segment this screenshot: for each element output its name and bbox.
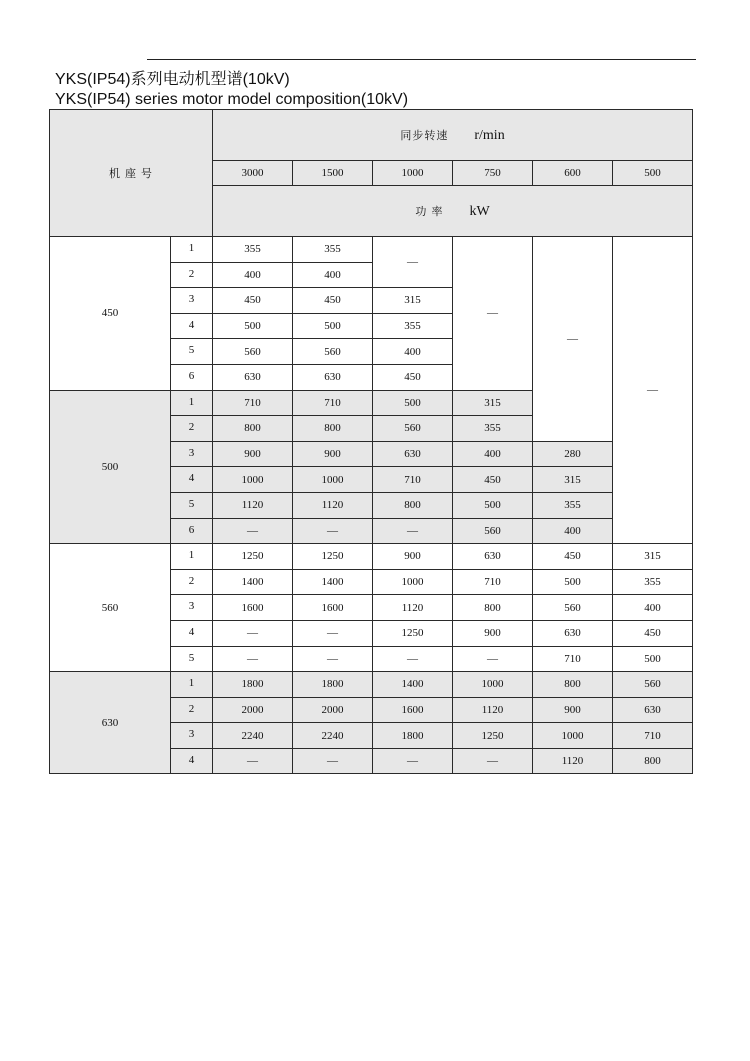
row-index: 5	[171, 646, 213, 672]
row-index: 1	[171, 390, 213, 416]
power-cell: 1000	[453, 672, 533, 698]
row-index: 4	[171, 620, 213, 646]
frame-630: 630	[50, 672, 171, 774]
row-index: 2	[171, 697, 213, 723]
power-cell: 1120	[453, 697, 533, 723]
power-cell: —	[213, 518, 293, 544]
power-cell: 315	[453, 390, 533, 416]
power-cell: 560	[213, 339, 293, 365]
power-cell: 1000	[213, 467, 293, 493]
power-cell: —	[373, 748, 453, 774]
power-cell: 1250	[293, 544, 373, 570]
power-cell: —	[533, 237, 613, 442]
power-cell: 450	[533, 544, 613, 570]
row-index: 3	[171, 723, 213, 749]
power-cell: 2240	[213, 723, 293, 749]
power-cell: —	[213, 748, 293, 774]
row-index: 5	[171, 339, 213, 365]
power-cell: 400	[533, 518, 613, 544]
row-index: 6	[171, 364, 213, 390]
row-index: 4	[171, 313, 213, 339]
speed-header-600: 600	[533, 161, 613, 186]
row-index: 3	[171, 441, 213, 467]
power-cell: 800	[453, 595, 533, 621]
title-english: YKS(IP54) series motor model composition(10kV)	[55, 91, 409, 108]
power-cell: 355	[613, 569, 693, 595]
power-cell: 1600	[293, 595, 373, 621]
sync-speed-unit: r/min	[474, 127, 505, 143]
power-cell: —	[613, 237, 693, 544]
power-cell: 1120	[533, 748, 613, 774]
power-cell: 315	[373, 288, 453, 314]
power-cell: 500	[213, 313, 293, 339]
row-index: 3	[171, 288, 213, 314]
power-cell: 450	[373, 364, 453, 390]
power-cell: 400	[453, 441, 533, 467]
power-cell: 315	[613, 544, 693, 570]
power-cell: —	[453, 748, 533, 774]
power-cell: 1400	[293, 569, 373, 595]
power-cell: 710	[373, 467, 453, 493]
power-cell: 450	[613, 620, 693, 646]
power-cell: 710	[453, 569, 533, 595]
row-index: 1	[171, 237, 213, 263]
power-cell: —	[453, 237, 533, 391]
frame-number-header: 机 座 号	[50, 110, 213, 237]
power-cell: 630	[373, 441, 453, 467]
power-cell: 1800	[373, 723, 453, 749]
speed-header-1000: 1000	[373, 161, 453, 186]
power-cell: 500	[613, 646, 693, 672]
power-cell: 355	[293, 237, 373, 263]
power-cell: 900	[453, 620, 533, 646]
power-cell: 900	[533, 697, 613, 723]
power-cell: 355	[213, 237, 293, 263]
power-cell: —	[373, 518, 453, 544]
power-cell: 630	[533, 620, 613, 646]
power-cell: 1400	[213, 569, 293, 595]
power-header	[213, 186, 693, 237]
power-cell: 630	[213, 364, 293, 390]
power-cell: 1400	[373, 672, 453, 698]
power-cell: 900	[213, 441, 293, 467]
power-cell: 500	[293, 313, 373, 339]
power-cell: 560	[373, 416, 453, 442]
power-cell: 400	[613, 595, 693, 621]
power-cell: 400	[213, 262, 293, 288]
power-cell: 355	[533, 492, 613, 518]
frame-560: 560	[50, 544, 171, 672]
power-cell: 900	[373, 544, 453, 570]
frame-500: 500	[50, 390, 171, 544]
power-cell: 450	[453, 467, 533, 493]
power-cell: 1250	[213, 544, 293, 570]
power-cell: 2240	[293, 723, 373, 749]
speed-header-1500: 1500	[293, 161, 373, 186]
row-index: 6	[171, 518, 213, 544]
power-cell: —	[453, 646, 533, 672]
power-cell: 1250	[373, 620, 453, 646]
power-cell: 355	[373, 313, 453, 339]
power-cell: 630	[293, 364, 373, 390]
power-cell: —	[293, 646, 373, 672]
title-chinese: YKS(IP54)系列电动机型谱(10kV)	[55, 71, 290, 88]
power-cell: 280	[533, 441, 613, 467]
row-index: 2	[171, 569, 213, 595]
power-cell: 500	[533, 569, 613, 595]
power-cell: 500	[453, 492, 533, 518]
power-cell: 400	[373, 339, 453, 365]
row-index: 5	[171, 492, 213, 518]
power-cell: 2000	[293, 697, 373, 723]
power-unit: kW	[469, 203, 490, 219]
sync-speed-label: 同步转速	[400, 129, 449, 142]
power-cell: 2000	[213, 697, 293, 723]
power-cell: 1120	[373, 595, 453, 621]
row-index: 2	[171, 416, 213, 442]
power-cell: 800	[213, 416, 293, 442]
row-index: 4	[171, 467, 213, 493]
power-cell: 1000	[373, 569, 453, 595]
power-cell: 1000	[533, 723, 613, 749]
power-cell: 1800	[213, 672, 293, 698]
power-cell: 710	[533, 646, 613, 672]
power-cell: 1800	[293, 672, 373, 698]
top-rule	[147, 59, 696, 60]
power-cell: 450	[213, 288, 293, 314]
speed-header-750: 750	[453, 161, 533, 186]
power-label: 功 率	[415, 205, 444, 218]
power-cell: 315	[533, 467, 613, 493]
sync-speed-header	[213, 110, 693, 161]
frame-450: 450	[50, 237, 171, 391]
power-cell: 400	[293, 262, 373, 288]
power-cell: 710	[293, 390, 373, 416]
power-cell: 1250	[453, 723, 533, 749]
motor-model-table	[49, 109, 693, 774]
row-index: 3	[171, 595, 213, 621]
power-cell: 1120	[213, 492, 293, 518]
power-cell: 560	[613, 672, 693, 698]
power-cell: 900	[293, 441, 373, 467]
power-cell: 800	[293, 416, 373, 442]
power-cell: 800	[533, 672, 613, 698]
power-cell: 560	[293, 339, 373, 365]
power-cell: 1600	[373, 697, 453, 723]
power-cell: —	[293, 518, 373, 544]
power-cell: 560	[533, 595, 613, 621]
power-cell: 1000	[293, 467, 373, 493]
power-cell: 630	[453, 544, 533, 570]
power-cell: 800	[373, 492, 453, 518]
power-cell: 355	[453, 416, 533, 442]
power-cell: 560	[453, 518, 533, 544]
row-index: 1	[171, 544, 213, 570]
power-cell: —	[373, 237, 453, 288]
row-index: 1	[171, 672, 213, 698]
row-index: 2	[171, 262, 213, 288]
power-cell: 450	[293, 288, 373, 314]
power-cell: 800	[613, 748, 693, 774]
speed-header-3000: 3000	[213, 161, 293, 186]
power-cell: —	[213, 620, 293, 646]
power-cell: —	[293, 748, 373, 774]
power-cell: 1600	[213, 595, 293, 621]
power-cell: —	[373, 646, 453, 672]
power-cell: 1120	[293, 492, 373, 518]
row-index: 4	[171, 748, 213, 774]
power-cell: —	[293, 620, 373, 646]
power-cell: 710	[213, 390, 293, 416]
power-cell: —	[213, 646, 293, 672]
speed-header-500: 500	[613, 161, 693, 186]
power-cell: 500	[373, 390, 453, 416]
power-cell: 710	[613, 723, 693, 749]
power-cell: 630	[613, 697, 693, 723]
